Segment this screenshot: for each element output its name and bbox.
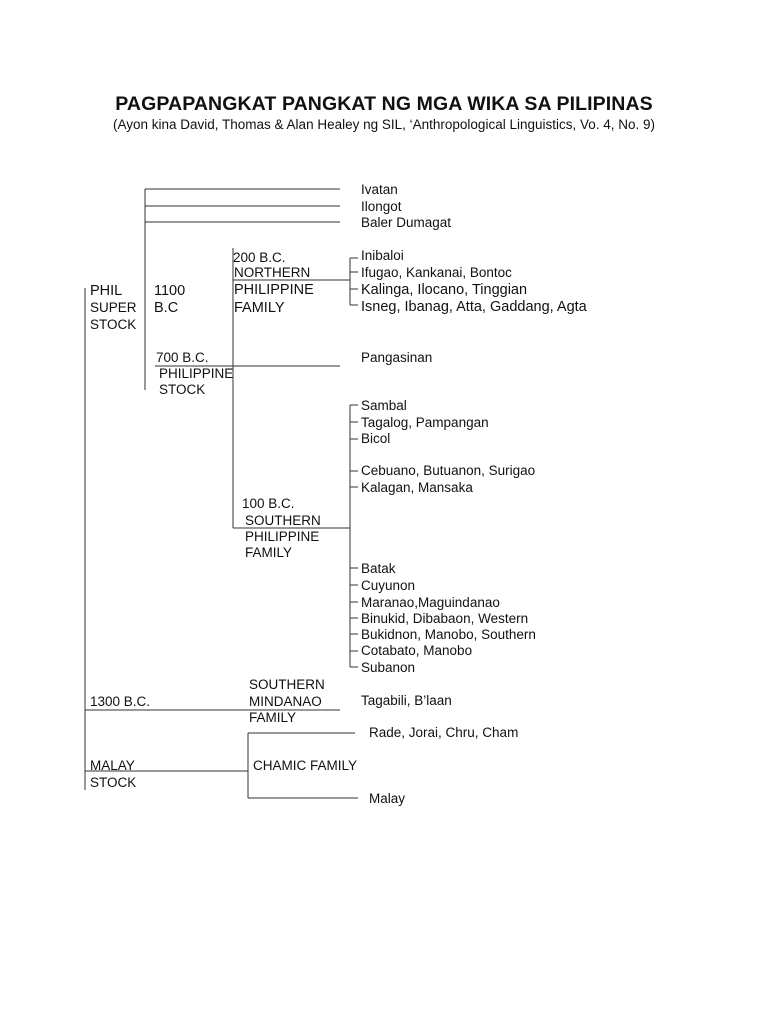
language-kalinga: Kalinga, Ilocano, Tinggian — [361, 282, 528, 298]
philippine-stock-label-1: 700 B.C. — [156, 350, 209, 365]
malay-stock-label-2: STOCK — [90, 775, 137, 790]
northern-family-label-3: PHILIPPINE — [234, 282, 314, 298]
page-subtitle: (Ayon kina David, Thomas & Alan Healey ng SIL, ‘Anthropological Linguistics, Vo. 4, No. 9) — [112, 117, 656, 132]
group-labels — [90, 250, 357, 790]
language-cuyunon: Cuyunon — [361, 578, 416, 593]
language-batak: Batak — [361, 561, 396, 576]
southern-family-label-1: 100 B.C. — [242, 496, 295, 511]
language-ivatan: Ivatan — [361, 182, 398, 197]
southern-family-label-4: FAMILY — [245, 545, 293, 560]
date-1100-label-1: 1100 — [154, 283, 186, 299]
page-title: PAGPAPANGKAT PANGKAT NG MGA WIKA SA PILIPINAS — [115, 93, 653, 115]
language-cotabato: Cotabato, Manobo — [361, 643, 473, 658]
philippine-stock-label-3: STOCK — [159, 382, 206, 397]
southern-mindanao-family-label-1: SOUTHERN — [249, 677, 325, 692]
language-inibaloi: Inibaloi — [361, 248, 404, 263]
malay-stock-label-1: MALAY — [90, 758, 135, 773]
language-baler-dumagat: Baler Dumagat — [361, 215, 452, 230]
phil-super-stock-label-1: PHIL — [90, 283, 123, 299]
language-bukidnon: Bukidnon, Manobo, Southern — [361, 627, 536, 642]
southern-mindanao-family-label-3: FAMILY — [249, 710, 297, 725]
language-tagalog: Tagalog, Pampangan — [361, 415, 489, 430]
language-malay: Malay — [369, 791, 406, 806]
chamic-family-label: CHAMIC FAMILY — [253, 758, 358, 773]
date-1100-label-2: B.C — [154, 300, 179, 316]
language-cebuano: Cebuano, Butuanon, Surigao — [361, 463, 536, 478]
date-1300-label: 1300 B.C. — [90, 694, 151, 709]
language-ifugao: Ifugao, Kankanai, Bontoc — [361, 265, 512, 280]
southern-mindanao-family-label-2: MINDANAO — [249, 694, 322, 709]
northern-family-label-2: NORTHERN — [234, 265, 311, 280]
language-maranao: Maranao,Maguindanao — [361, 595, 500, 610]
language-subanon: Subanon — [361, 660, 416, 675]
phil-super-stock-label-2: SUPER — [90, 300, 137, 315]
philippine-stock-label-2: PHILIPPINE — [159, 366, 234, 381]
language-isneg: Isneg, Ibanag, Atta, Gaddang, Agta — [361, 299, 587, 315]
language-kalagan: Kalagan, Mansaka — [361, 480, 473, 495]
language-labels — [361, 182, 588, 806]
language-binukid: Binukid, Dibabaon, Western — [361, 611, 529, 626]
language-sambal: Sambal — [361, 398, 407, 413]
northern-family-label-4: FAMILY — [234, 300, 285, 316]
southern-family-label-3: PHILIPPINE — [245, 529, 320, 544]
language-ilongot: Ilongot — [361, 199, 402, 214]
language-tagabili: Tagabili, B’laan — [361, 693, 452, 708]
language-rade: Rade, Jorai, Chru, Cham — [369, 725, 519, 740]
language-bicol: Bicol — [361, 431, 391, 446]
phil-super-stock-label-3: STOCK — [90, 317, 137, 332]
southern-family-label-2: SOUTHERN — [245, 513, 321, 528]
language-pangasinan: Pangasinan — [361, 350, 433, 365]
northern-family-label-1: 200 B.C. — [233, 250, 286, 265]
